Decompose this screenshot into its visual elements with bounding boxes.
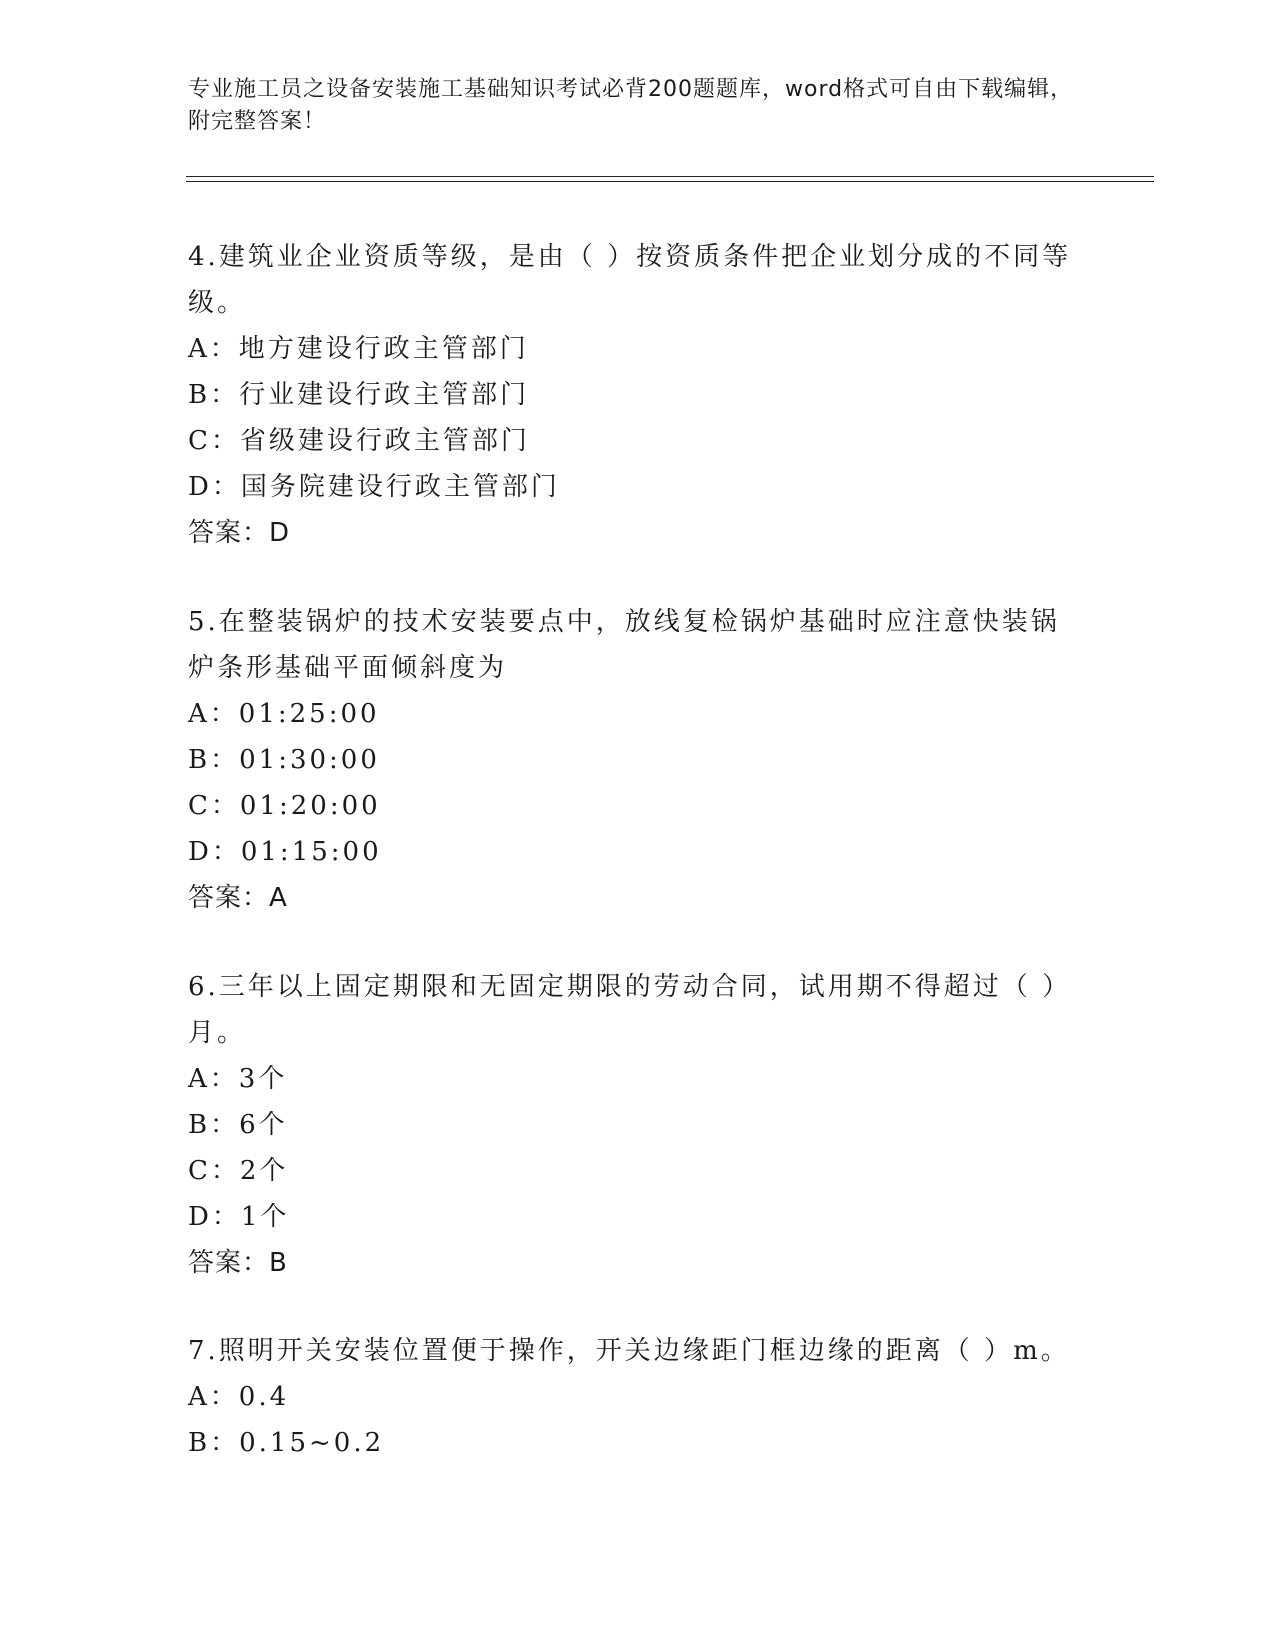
answer-line: 答案：D (188, 518, 291, 548)
option-d: D：01:15:00 (188, 837, 382, 867)
question-4 (188, 234, 1088, 556)
question-stem: 4.建筑业企业资质等级，是由（ ）按资质条件把企业划分成的不同等级。 (188, 242, 1072, 318)
question-stem: 6.三年以上固定期限和无固定期限的劳动合同，试用期不得超过（ ）月。 (188, 972, 1072, 1048)
question-5 (188, 599, 1088, 921)
option-b: B：01:30:00 (188, 745, 380, 775)
option-b: B：6个 (188, 1110, 288, 1140)
question-6 (188, 964, 1088, 1286)
option-c: C：省级建设行政主管部门 (188, 426, 530, 456)
question-7 (188, 1328, 1088, 1466)
option-b: B：行业建设行政主管部门 (188, 380, 530, 410)
header-divider-bottom (186, 181, 1154, 182)
option-d: D：国务院建设行政主管部门 (188, 472, 560, 502)
option-a: A：地方建设行政主管部门 (188, 334, 529, 364)
answer-line: 答案：B (188, 1248, 288, 1278)
option-b: B：0.15~0.2 (188, 1428, 385, 1458)
option-a: A：3个 (188, 1064, 288, 1094)
option-a: A：01:25:00 (188, 699, 380, 729)
document-header: 专业施工员之设备安装施工基础知识考试必背200题题库，word格式可自由下载编辑，附完整答案！ (188, 77, 1074, 134)
answer-line: 答案：A (188, 883, 288, 913)
option-d: D：1个 (188, 1202, 290, 1232)
question-stem: 7.照明开关安装位置便于操作，开关边缘距门框边缘的距离（ ）m。 (188, 1336, 1070, 1366)
option-c: C：2个 (188, 1156, 289, 1186)
header-divider-top (186, 176, 1154, 177)
option-a: A：0.4 (188, 1382, 290, 1412)
option-c: C：01:20:00 (188, 791, 381, 821)
question-stem: 5.在整装锅炉的技术安装要点中，放线复检锅炉基础时应注意快装锅炉条形基础平面倾斜度为 (188, 607, 1060, 683)
